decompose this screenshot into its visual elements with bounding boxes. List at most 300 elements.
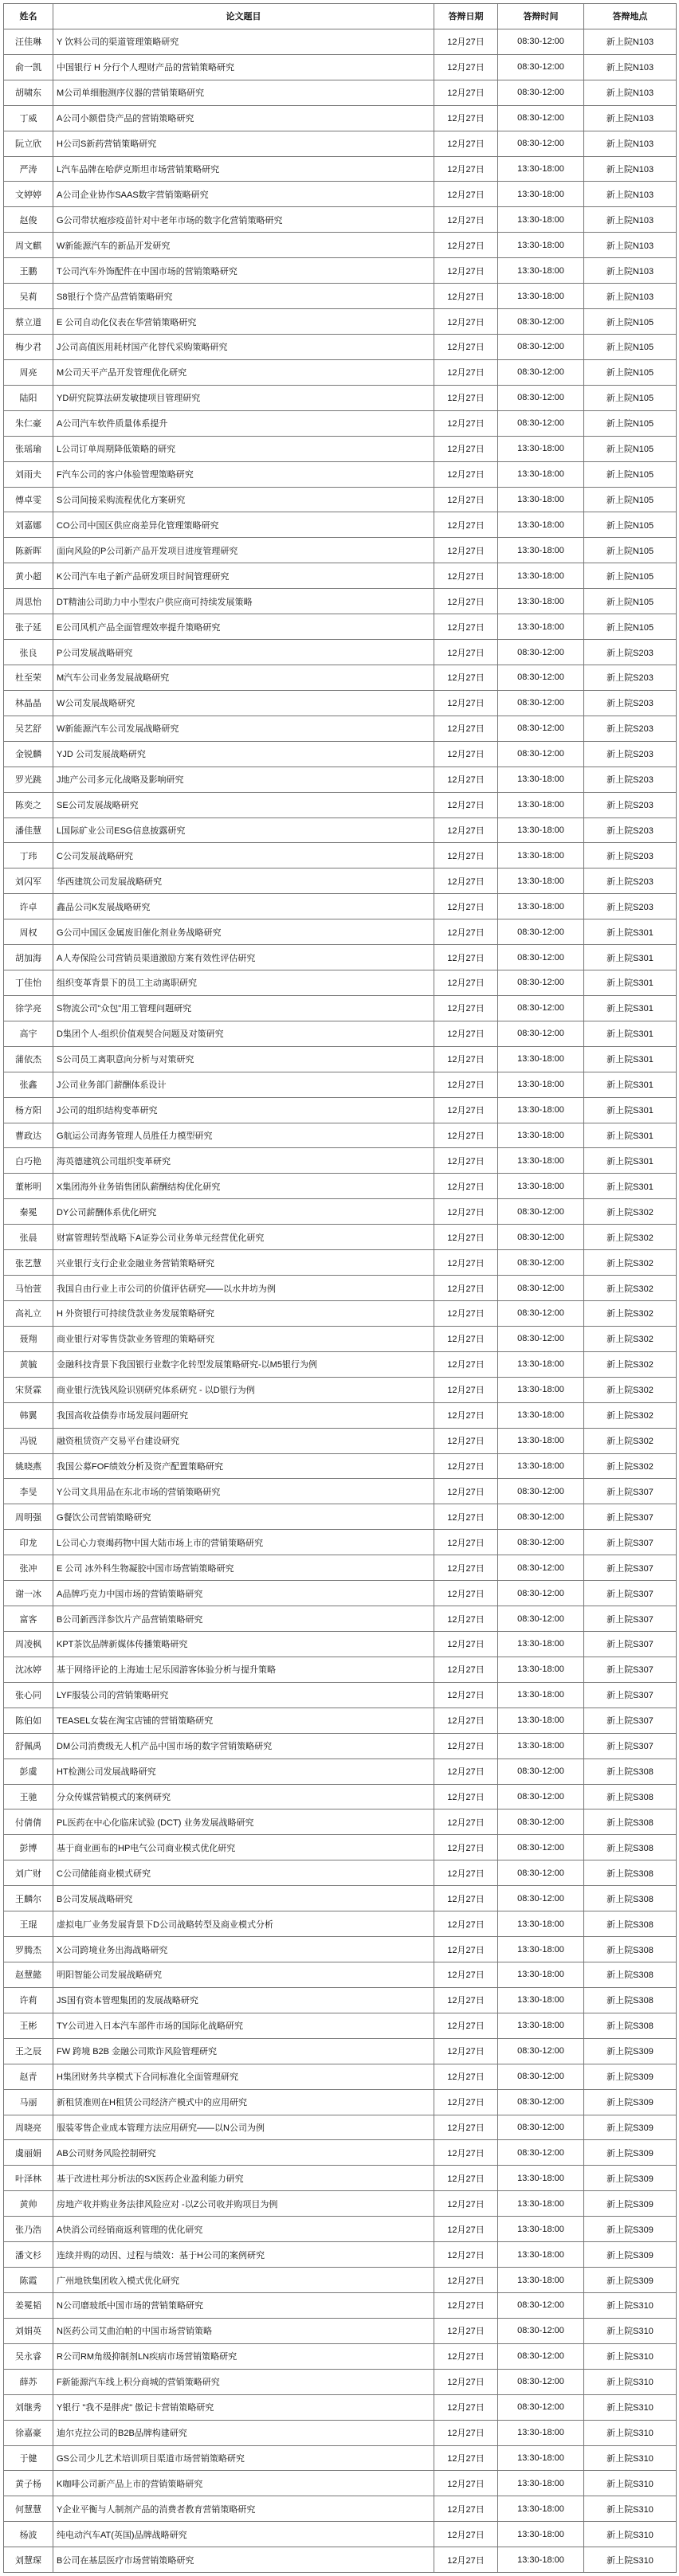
table-row [4, 1326, 677, 1351]
defense-date-cell: 12月27日 [434, 2522, 498, 2547]
thesis-title-cell: Y银行 "我不是胖虎" 傲记卡营销策略研究 [53, 2394, 434, 2420]
student-name-cell: 韩翼 [4, 1402, 53, 1428]
defense-time-cell: 08:30-12:00 [498, 1250, 584, 1276]
defense-place-cell: 新上院S310 [584, 2471, 677, 2496]
table-row [4, 512, 677, 538]
defense-date-cell: 12月27日 [434, 1733, 498, 1759]
defense-time-cell: 13:30-18:00 [498, 1072, 584, 1097]
defense-time-cell: 08:30-12:00 [498, 1759, 584, 1784]
defense-time-cell: 08:30-12:00 [498, 741, 584, 767]
defense-time-cell: 08:30-12:00 [498, 1784, 584, 1809]
table-row [4, 131, 677, 156]
thesis-title-cell: L汽车品牌在哈萨克斯坦市场营销策略研究 [53, 156, 434, 182]
defense-date-cell: 12月27日 [434, 2445, 498, 2471]
table-row [4, 741, 677, 767]
defense-date-cell: 12月27日 [434, 1123, 498, 1148]
defense-place-cell: 新上院N105 [584, 359, 677, 385]
student-name-cell: 丁佳怡 [4, 970, 53, 996]
thesis-title-cell: N医药公司艾曲泊帕的中国市场营销策略 [53, 2318, 434, 2343]
student-name-cell: 陈霞 [4, 2268, 53, 2293]
student-name-cell: 徐嘉豪 [4, 2420, 53, 2445]
defense-date-cell: 12月27日 [434, 970, 498, 996]
defense-place-cell: 新上院S307 [584, 1581, 677, 1606]
student-name-cell: 周明强 [4, 1504, 53, 1530]
thesis-title-cell: DT精油公司助力中小型农户供应商可持续发展策略 [53, 589, 434, 614]
student-name-cell: 张晨 [4, 1225, 53, 1250]
defense-date-cell: 12月27日 [434, 1072, 498, 1097]
table-row [4, 589, 677, 614]
thesis-title-cell: M汽车公司业务发展战略研究 [53, 665, 434, 690]
defense-time-cell: 13:30-18:00 [498, 843, 584, 868]
table-row [4, 1428, 677, 1453]
student-name-cell: 刘继秀 [4, 2394, 53, 2420]
defense-time-cell: 13:30-18:00 [498, 2013, 584, 2038]
defense-date-cell: 12月27日 [434, 2038, 498, 2064]
table-row [4, 2343, 677, 2369]
defense-date-cell: 12月27日 [434, 461, 498, 487]
thesis-title-cell: A公司汽车软件质量体系提升 [53, 410, 434, 436]
student-name-cell: 周文麒 [4, 233, 53, 258]
defense-place-cell: 新上院S307 [584, 1733, 677, 1759]
defense-place-cell: 新上院S310 [584, 2522, 677, 2547]
defense-date-cell: 12月27日 [434, 487, 498, 512]
student-name-cell: 姜冕韬 [4, 2292, 53, 2318]
student-name-cell: 金锐麟 [4, 741, 53, 767]
defense-place-cell: 新上院S309 [584, 2268, 677, 2293]
defense-place-cell: 新上院N105 [584, 487, 677, 512]
defense-date-cell: 12月27日 [434, 1225, 498, 1250]
thesis-title-cell: L公司订单周期降低策略的研究 [53, 436, 434, 461]
student-name-cell: 舒佩禹 [4, 1733, 53, 1759]
defense-place-cell: 新上院S302 [584, 1351, 677, 1377]
defense-date-cell: 12月27日 [434, 2496, 498, 2522]
thesis-title-cell: YD研究院算法研发敏捷项目管理研究 [53, 385, 434, 410]
student-name-cell: 王之辰 [4, 2038, 53, 2064]
defense-date-cell: 12月27日 [434, 2547, 498, 2573]
defense-place-cell: 新上院S309 [584, 2166, 677, 2191]
thesis-title-cell: GS公司少儿艺术培训项目渠道市场营销策略研究 [53, 2445, 434, 2471]
defense-date-cell: 12月27日 [434, 182, 498, 207]
defense-time-cell: 08:30-12:00 [498, 2038, 584, 2064]
thesis-title-cell: 面向风险的P公司新产品开发项目进度管理研究 [53, 538, 434, 563]
defense-time-cell: 08:30-12:00 [498, 29, 584, 54]
student-name-cell: 周思怡 [4, 589, 53, 614]
student-name-cell: 聂翔 [4, 1326, 53, 1351]
table-row [4, 2547, 677, 2573]
table-row [4, 54, 677, 80]
table-row [4, 1911, 677, 1937]
defense-place-cell: 新上院S301 [584, 1148, 677, 1174]
defense-time-cell: 08:30-12:00 [498, 716, 584, 741]
defense-date-cell: 12月27日 [434, 2064, 498, 2089]
table-row [4, 1174, 677, 1199]
defense-time-cell: 13:30-18:00 [498, 1351, 584, 1377]
thesis-title-cell: FW 跨境 B2B 金融公司欺诈风险管理研究 [53, 2038, 434, 2064]
table-row [4, 1046, 677, 1072]
defense-date-cell: 12月27日 [434, 2292, 498, 2318]
student-name-cell: 俞一凯 [4, 54, 53, 80]
thesis-title-cell: 广州地铁集团收入模式优化研究 [53, 2268, 434, 2293]
defense-time-cell: 08:30-12:00 [498, 1199, 584, 1225]
defense-place-cell: 新上院S310 [584, 2420, 677, 2445]
thesis-title-cell: 迪尔克拉公司的B2B品牌构建研究 [53, 2420, 434, 2445]
thesis-title-cell: H 外资银行可持续贷款业务发展策略研究 [53, 1301, 434, 1327]
defense-time-cell: 13:30-18:00 [498, 1733, 584, 1759]
defense-date-cell: 12月27日 [434, 309, 498, 335]
student-name-cell: 张冲 [4, 1555, 53, 1581]
defense-date-cell: 12月27日 [434, 868, 498, 894]
header-name: 姓名 [4, 4, 53, 29]
defense-time-cell: 13:30-18:00 [498, 207, 584, 233]
defense-time-cell: 13:30-18:00 [498, 2217, 584, 2242]
student-name-cell: 姚晓燕 [4, 1453, 53, 1479]
student-name-cell: 王彬 [4, 2013, 53, 2038]
student-name-cell: 周凌枫 [4, 1632, 53, 1657]
student-name-cell: 王琨 [4, 1911, 53, 1937]
student-name-cell: 文婷婷 [4, 182, 53, 207]
header-time: 答辩时间 [498, 4, 584, 29]
defense-time-cell: 08:30-12:00 [498, 131, 584, 156]
student-name-cell: 陈伯如 [4, 1708, 53, 1733]
thesis-title-cell: DY公司薪酬体系优化研究 [53, 1199, 434, 1225]
table-row [4, 233, 677, 258]
table-row [4, 461, 677, 487]
thesis-title-cell: G航运公司海务管理人员胜任力模型研究 [53, 1123, 434, 1148]
defense-place-cell: 新上院S203 [584, 868, 677, 894]
defense-time-cell: 08:30-12:00 [498, 309, 584, 335]
defense-date-cell: 12月27日 [434, 1987, 498, 2013]
thesis-title-cell: E公司风机产品全面管理效率提升策略研究 [53, 614, 434, 640]
defense-time-cell: 08:30-12:00 [498, 1301, 584, 1327]
defense-time-cell: 13:30-18:00 [498, 284, 584, 309]
student-name-cell: 蒲依杰 [4, 1046, 53, 1072]
table-row [4, 2064, 677, 2089]
table-row [4, 156, 677, 182]
table-row [4, 385, 677, 410]
defense-date-cell: 12月27日 [434, 105, 498, 131]
defense-place-cell: 新上院S302 [584, 1326, 677, 1351]
thesis-title-cell: CO公司中国区供应商差异化管理策略研究 [53, 512, 434, 538]
defense-time-cell: 13:30-18:00 [498, 563, 584, 589]
student-name-cell: 张子延 [4, 614, 53, 640]
student-name-cell: 陆阳 [4, 385, 53, 410]
table-row [4, 640, 677, 665]
thesis-title-cell: J公司业务部门薪酬体系设计 [53, 1072, 434, 1097]
thesis-title-cell: 财富管理转型战略下A证券公司业务单元经营优化研究 [53, 1225, 434, 1250]
defense-date-cell: 12月27日 [434, 284, 498, 309]
defense-place-cell: 新上院S309 [584, 2089, 677, 2115]
defense-date-cell: 12月27日 [434, 1276, 498, 1301]
table-row [4, 1148, 677, 1174]
table-row [4, 919, 677, 945]
table-row [4, 1962, 677, 1987]
table-row [4, 1886, 677, 1911]
table-row [4, 1606, 677, 1632]
student-name-cell: 王鹏 [4, 258, 53, 284]
defense-date-cell: 12月27日 [434, 2394, 498, 2420]
student-name-cell: 曹政达 [4, 1123, 53, 1148]
defense-place-cell: 新上院S203 [584, 716, 677, 741]
defense-place-cell: 新上院S301 [584, 919, 677, 945]
defense-place-cell: 新上院S309 [584, 2064, 677, 2089]
defense-date-cell: 12月27日 [434, 2242, 498, 2268]
thesis-title-cell: K公司汽车电子新产品研发项目时间管理研究 [53, 563, 434, 589]
defense-place-cell: 新上院S308 [584, 1759, 677, 1784]
table-row [4, 1199, 677, 1225]
student-name-cell: 丁威 [4, 105, 53, 131]
student-name-cell: 潘文杉 [4, 2242, 53, 2268]
defense-place-cell: 新上院S307 [584, 1708, 677, 1733]
thesis-title-cell: 分众传媒营销模式的案例研究 [53, 1784, 434, 1809]
thesis-title-cell: 兴业银行支行企业金融业务营销策略研究 [53, 1250, 434, 1276]
table-row [4, 1123, 677, 1148]
student-name-cell: 谢一冰 [4, 1581, 53, 1606]
defense-time-cell: 13:30-18:00 [498, 156, 584, 182]
defense-time-cell: 08:30-12:00 [498, 334, 584, 359]
defense-place-cell: 新上院S309 [584, 2217, 677, 2242]
thesis-title-cell: P公司发展战略研究 [53, 640, 434, 665]
defense-date-cell: 12月27日 [434, 741, 498, 767]
student-name-cell: 许莉 [4, 1987, 53, 2013]
student-name-cell: 赵慧懿 [4, 1962, 53, 1987]
defense-date-cell: 12月27日 [434, 2166, 498, 2191]
thesis-title-cell: N公司磨玻纸中国市场的营销策略研究 [53, 2292, 434, 2318]
table-row [4, 436, 677, 461]
defense-date-cell: 12月27日 [434, 1402, 498, 1428]
table-row [4, 2268, 677, 2293]
student-name-cell: 王驰 [4, 1784, 53, 1809]
student-name-cell: 秦冕 [4, 1199, 53, 1225]
student-name-cell: 沈冰婷 [4, 1657, 53, 1682]
thesis-title-cell: G公司中国区金属废旧催化剂业务战略研究 [53, 919, 434, 945]
thesis-title-cell: C公司发展战略研究 [53, 843, 434, 868]
defense-time-cell: 08:30-12:00 [498, 2089, 584, 2115]
defense-time-cell: 13:30-18:00 [498, 1174, 584, 1199]
table-row [4, 2242, 677, 2268]
table-row [4, 995, 677, 1021]
thesis-title-cell: L公司心力衰竭药物中国大陆市场上市的营销策略研究 [53, 1530, 434, 1555]
defense-place-cell: 新上院S203 [584, 817, 677, 843]
thesis-title-cell: Y 饮料公司的渠道管理策略研究 [53, 29, 434, 54]
student-name-cell: 阮立欣 [4, 131, 53, 156]
student-name-cell: 赵青 [4, 2064, 53, 2089]
table-row [4, 2394, 677, 2420]
table-row [4, 563, 677, 589]
defense-time-cell: 13:30-18:00 [498, 1377, 584, 1402]
thesis-title-cell: Y公司文具用品在东北市场的营销策略研究 [53, 1479, 434, 1504]
defense-time-cell: 13:30-18:00 [498, 1911, 584, 1937]
defense-time-cell: 13:30-18:00 [498, 182, 584, 207]
thesis-title-cell: J地产公司多元化战略及影响研究 [53, 767, 434, 792]
table-row [4, 792, 677, 817]
student-name-cell: 刘闪军 [4, 868, 53, 894]
defense-place-cell: 新上院S308 [584, 1937, 677, 1962]
thesis-title-cell: S公司间接采购流程优化方案研究 [53, 487, 434, 512]
student-name-cell: 杨波 [4, 2522, 53, 2547]
defense-time-cell: 08:30-12:00 [498, 1835, 584, 1860]
defense-time-cell: 13:30-18:00 [498, 2522, 584, 2547]
defense-date-cell: 12月27日 [434, 1708, 498, 1733]
table-row [4, 1555, 677, 1581]
table-row [4, 2115, 677, 2140]
defense-time-cell: 08:30-12:00 [498, 2343, 584, 2369]
defense-date-cell: 12月27日 [434, 817, 498, 843]
table-row [4, 665, 677, 690]
defense-place-cell: 新上院N103 [584, 80, 677, 105]
thesis-title-cell: C公司储能商业模式研究 [53, 1860, 434, 1886]
table-row [4, 2217, 677, 2242]
table-row [4, 2522, 677, 2547]
student-name-cell: 杜至荣 [4, 665, 53, 690]
defense-date-cell: 12月27日 [434, 1174, 498, 1199]
thesis-title-cell: 金融科技背景下我国银行业数字化转型发展策略研究-以M5银行为例 [53, 1351, 434, 1377]
table-row [4, 1657, 677, 1682]
student-name-cell: 张艺慧 [4, 1250, 53, 1276]
thesis-title-cell: JS国有资本管理集团的发展战略研究 [53, 1987, 434, 2013]
student-name-cell: 胡啸东 [4, 80, 53, 105]
defense-date-cell: 12月27日 [434, 1377, 498, 1402]
defense-place-cell: 新上院S203 [584, 792, 677, 817]
defense-time-cell: 13:30-18:00 [498, 2445, 584, 2471]
student-name-cell: 刘娟英 [4, 2318, 53, 2343]
defense-time-cell: 08:30-12:00 [498, 1276, 584, 1301]
defense-place-cell: 新上院N105 [584, 461, 677, 487]
defense-date-cell: 12月27日 [434, 1351, 498, 1377]
student-name-cell: 马怡萱 [4, 1276, 53, 1301]
defense-date-cell: 12月27日 [434, 1835, 498, 1860]
defense-place-cell: 新上院S307 [584, 1479, 677, 1504]
defense-place-cell: 新上院N103 [584, 54, 677, 80]
defense-date-cell: 12月27日 [434, 614, 498, 640]
defense-place-cell: 新上院N103 [584, 284, 677, 309]
thesis-title-cell: E 公司 冰外科生物凝胶中国市场营销策略研究 [53, 1555, 434, 1581]
defense-date-cell: 12月27日 [434, 1809, 498, 1835]
defense-time-cell: 08:30-12:00 [498, 690, 584, 716]
table-row [4, 767, 677, 792]
thesis-title-cell: J公司高值医用耗材国产化替代采购策略研究 [53, 334, 434, 359]
defense-time-cell: 08:30-12:00 [498, 665, 584, 690]
defense-time-cell: 08:30-12:00 [498, 2064, 584, 2089]
student-name-cell: 付倩倩 [4, 1809, 53, 1835]
table-row [4, 716, 677, 741]
defense-time-cell: 08:30-12:00 [498, 1606, 584, 1632]
defense-place-cell: 新上院S310 [584, 2343, 677, 2369]
defense-place-cell: 新上院S308 [584, 2013, 677, 2038]
defense-date-cell: 12月27日 [434, 334, 498, 359]
table-row [4, 1784, 677, 1809]
defense-date-cell: 12月27日 [434, 1148, 498, 1174]
defense-time-cell: 13:30-18:00 [498, 2496, 584, 2522]
student-name-cell: 潘佳慧 [4, 817, 53, 843]
defense-date-cell: 12月27日 [434, 131, 498, 156]
defense-date-cell: 12月27日 [434, 665, 498, 690]
header-date: 答辩日期 [434, 4, 498, 29]
defense-time-cell: 13:30-18:00 [498, 817, 584, 843]
defense-place-cell: 新上院S308 [584, 1784, 677, 1809]
defense-date-cell: 12月27日 [434, 2217, 498, 2242]
thesis-title-cell: A品牌巧克力中国市场的营销策略研究 [53, 1581, 434, 1606]
student-name-cell: 虞丽娟 [4, 2140, 53, 2166]
table-row [4, 2471, 677, 2496]
thesis-title-cell: A公司企业协作SAAS数字营销策略研究 [53, 182, 434, 207]
table-row [4, 1225, 677, 1250]
defense-time-cell: 08:30-12:00 [498, 970, 584, 996]
thesis-title-cell: E 公司自动化仪表在华营销策略研究 [53, 309, 434, 335]
defense-time-cell: 13:30-18:00 [498, 1682, 584, 1708]
table-row [4, 1504, 677, 1530]
defense-place-cell: 新上院S308 [584, 1886, 677, 1911]
defense-place-cell: 新上院S307 [584, 1530, 677, 1555]
thesis-title-cell: A公司小额借贷产品的营销策略研究 [53, 105, 434, 131]
defense-date-cell: 12月27日 [434, 512, 498, 538]
defense-place-cell: 新上院S310 [584, 2445, 677, 2471]
table-row [4, 359, 677, 385]
defense-place-cell: 新上院N105 [584, 512, 677, 538]
defense-date-cell: 12月27日 [434, 1479, 498, 1504]
table-row [4, 80, 677, 105]
defense-place-cell: 新上院N105 [584, 385, 677, 410]
table-row [4, 258, 677, 284]
thesis-title-cell: G公司带状疱疹疫苗针对中老年市场的数字化营销策略研究 [53, 207, 434, 233]
table-row [4, 1682, 677, 1708]
thesis-title-cell: SE公司发展战略研究 [53, 792, 434, 817]
defense-time-cell: 08:30-12:00 [498, 1886, 584, 1911]
thesis-title-cell: DM公司消费级无人机产品中国市场的数字营销策略研究 [53, 1733, 434, 1759]
defense-time-cell: 13:30-18:00 [498, 767, 584, 792]
defense-time-cell: 13:30-18:00 [498, 868, 584, 894]
defense-time-cell: 08:30-12:00 [498, 54, 584, 80]
defense-time-cell: 13:30-18:00 [498, 2471, 584, 2496]
defense-date-cell: 12月27日 [434, 1962, 498, 1987]
table-row [4, 945, 677, 970]
thesis-title-cell: J公司的组织结构变革研究 [53, 1097, 434, 1123]
thesis-title-cell: 商业银行洗钱风险识别研究体系研究 - 以D银行为例 [53, 1377, 434, 1402]
table-row [4, 2013, 677, 2038]
student-name-cell: 刘嘉娜 [4, 512, 53, 538]
defense-place-cell: 新上院S203 [584, 640, 677, 665]
thesis-title-cell: TEASEL女装在淘宝店铺的营销策略研究 [53, 1708, 434, 1733]
defense-place-cell: 新上院S310 [584, 2496, 677, 2522]
table-row [4, 284, 677, 309]
defense-date-cell: 12月27日 [434, 258, 498, 284]
student-name-cell: 傅卓雯 [4, 487, 53, 512]
defense-time-cell: 08:30-12:00 [498, 2318, 584, 2343]
defense-date-cell: 12月27日 [434, 1021, 498, 1046]
defense-time-cell: 13:30-18:00 [498, 2547, 584, 2573]
defense-place-cell: 新上院N103 [584, 131, 677, 156]
student-name-cell: 杨方阳 [4, 1097, 53, 1123]
table-row [4, 105, 677, 131]
thesis-title-cell: T公司汽车外饰配件在中国市场的营销策略研究 [53, 258, 434, 284]
table-row [4, 207, 677, 233]
defense-date-cell: 12月27日 [434, 359, 498, 385]
table-row [4, 894, 677, 919]
thesis-title-cell: 鑫品公司K发展战略研究 [53, 894, 434, 919]
table-row [4, 2496, 677, 2522]
student-name-cell: 张心同 [4, 1682, 53, 1708]
defense-place-cell: 新上院S301 [584, 1174, 677, 1199]
defense-time-cell: 08:30-12:00 [498, 995, 584, 1021]
defense-place-cell: 新上院S301 [584, 1123, 677, 1148]
student-name-cell: 赵俊 [4, 207, 53, 233]
defense-date-cell: 12月27日 [434, 2115, 498, 2140]
defense-time-cell: 08:30-12:00 [498, 2369, 584, 2394]
defense-place-cell: 新上院S307 [584, 1504, 677, 1530]
table-row [4, 1479, 677, 1504]
student-name-cell: 印龙 [4, 1530, 53, 1555]
defense-date-cell: 12月27日 [434, 2471, 498, 2496]
defense-time-cell: 08:30-12:00 [498, 1326, 584, 1351]
